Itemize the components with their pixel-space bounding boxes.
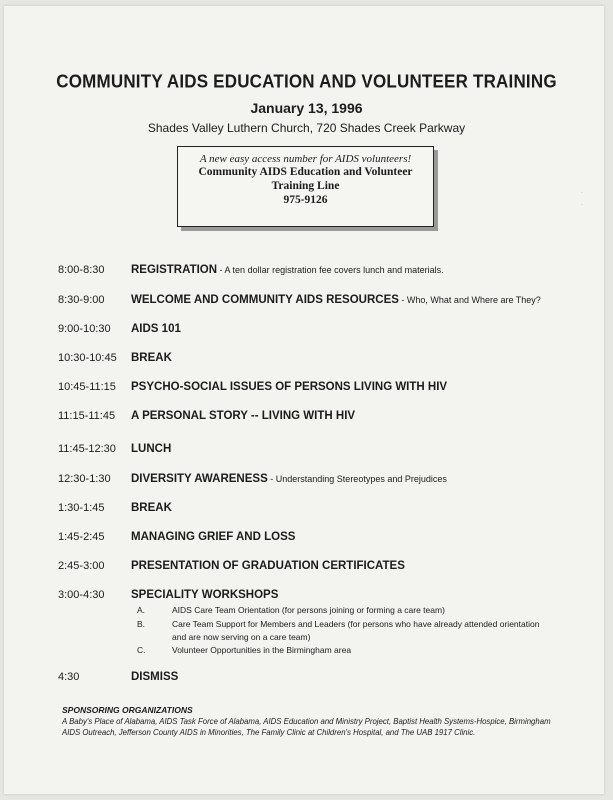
- schedule-event: BREAK: [131, 352, 172, 364]
- schedule-time: 2:45-3:00: [58, 560, 105, 572]
- sponsors-line: AIDS Outreach, Jefferson County AIDS in Minorities, The Family Clinic at Children's Hospital, and The UAB 1917 Clinic.: [62, 728, 476, 737]
- schedule-event: SPECIALITY WORKSHOPS: [131, 589, 279, 601]
- callout-line1: Community AIDS Education and Volunteer: [198, 166, 413, 178]
- schedule-event: WELCOME AND COMMUNITY AIDS RESOURCES: [131, 294, 399, 306]
- schedule-time: 11:45-12:30: [58, 443, 116, 455]
- workshop-text: Care Team Support for Members and Leaders (for persons who have already attended orientation: [172, 619, 540, 629]
- schedule-event: DIVERSITY AWARENESS: [131, 473, 268, 485]
- schedule-desc: - Who, What and Where are They?: [398, 295, 541, 305]
- sponsors-heading: SPONSORING ORGANIZATIONS: [62, 705, 193, 715]
- workshop-letter: B.: [137, 619, 146, 629]
- schedule-event: DISMISS: [131, 671, 179, 683]
- callout-line2: Training Line: [271, 180, 340, 192]
- document-title: COMMUNITY AIDS EDUCATION AND VOLUNTEER TRAINING: [56, 71, 557, 92]
- schedule-event: LUNCH: [131, 443, 172, 455]
- volunteer-line-callout: [177, 146, 434, 227]
- schedule-time: 10:45-11:15: [58, 381, 116, 393]
- schedule-event: REGISTRATION: [131, 264, 218, 276]
- paper-specks: · ·: [581, 190, 583, 208]
- workshop-text-cont: and are now serving on a care team): [172, 632, 311, 642]
- schedule-time: 12:30-1:30: [58, 473, 111, 485]
- schedule-time: 1:30-1:45: [58, 502, 105, 514]
- workshop-text: Volunteer Opportunities in the Birmingham area: [172, 645, 352, 655]
- event-date: January 13, 1996: [250, 100, 363, 116]
- schedule-time: 11:15-11:45: [58, 410, 116, 422]
- workshop-letter: A.: [137, 605, 146, 615]
- schedule-event: BREAK: [131, 502, 172, 514]
- callout-phone: 975-9126: [283, 194, 328, 206]
- schedule-time: 10:30-10:45: [58, 352, 117, 364]
- schedule-time: 3:00-4:30: [58, 589, 105, 601]
- callout-intro: A new easy access number for AIDS volunteers!: [199, 153, 412, 165]
- workshop-text: AIDS Care Team Orientation (for persons joining or forming a care team): [172, 605, 445, 615]
- schedule-event: PRESENTATION OF GRADUATION CERTIFICATES: [131, 560, 405, 572]
- event-venue: Shades Valley Luthern Church, 720 Shades Creek Parkway: [147, 121, 466, 135]
- schedule-time: 4:30: [58, 671, 80, 683]
- schedule-time: 1:45-2:45: [58, 531, 105, 543]
- schedule-event: A PERSONAL STORY -- LIVING WITH HIV: [131, 410, 356, 422]
- workshop-letter: C.: [137, 645, 146, 655]
- sponsors-list: [62, 716, 562, 738]
- schedule-event: AIDS 101: [131, 323, 181, 335]
- schedule-desc: - Understanding Stereotypes and Prejudices: [267, 474, 447, 484]
- schedule-time: 9:00-10:30: [58, 323, 111, 335]
- schedule-event: MANAGING GRIEF AND LOSS: [131, 531, 296, 543]
- schedule-time: 8:00-8:30: [58, 264, 105, 276]
- sponsors-line: A Baby's Place of Alabama, AIDS Task Force of Alabama, AIDS Education and Ministry Project, Baptist Health Systems-Hospice, Birmingham: [62, 717, 551, 726]
- schedule-event: PSYCHO-SOCIAL ISSUES OF PERSONS LIVING WITH HIV: [131, 381, 448, 393]
- schedule-time: 8:30-9:00: [58, 294, 105, 306]
- schedule-desc: - A ten dollar registration fee covers lunch and materials.: [217, 265, 444, 275]
